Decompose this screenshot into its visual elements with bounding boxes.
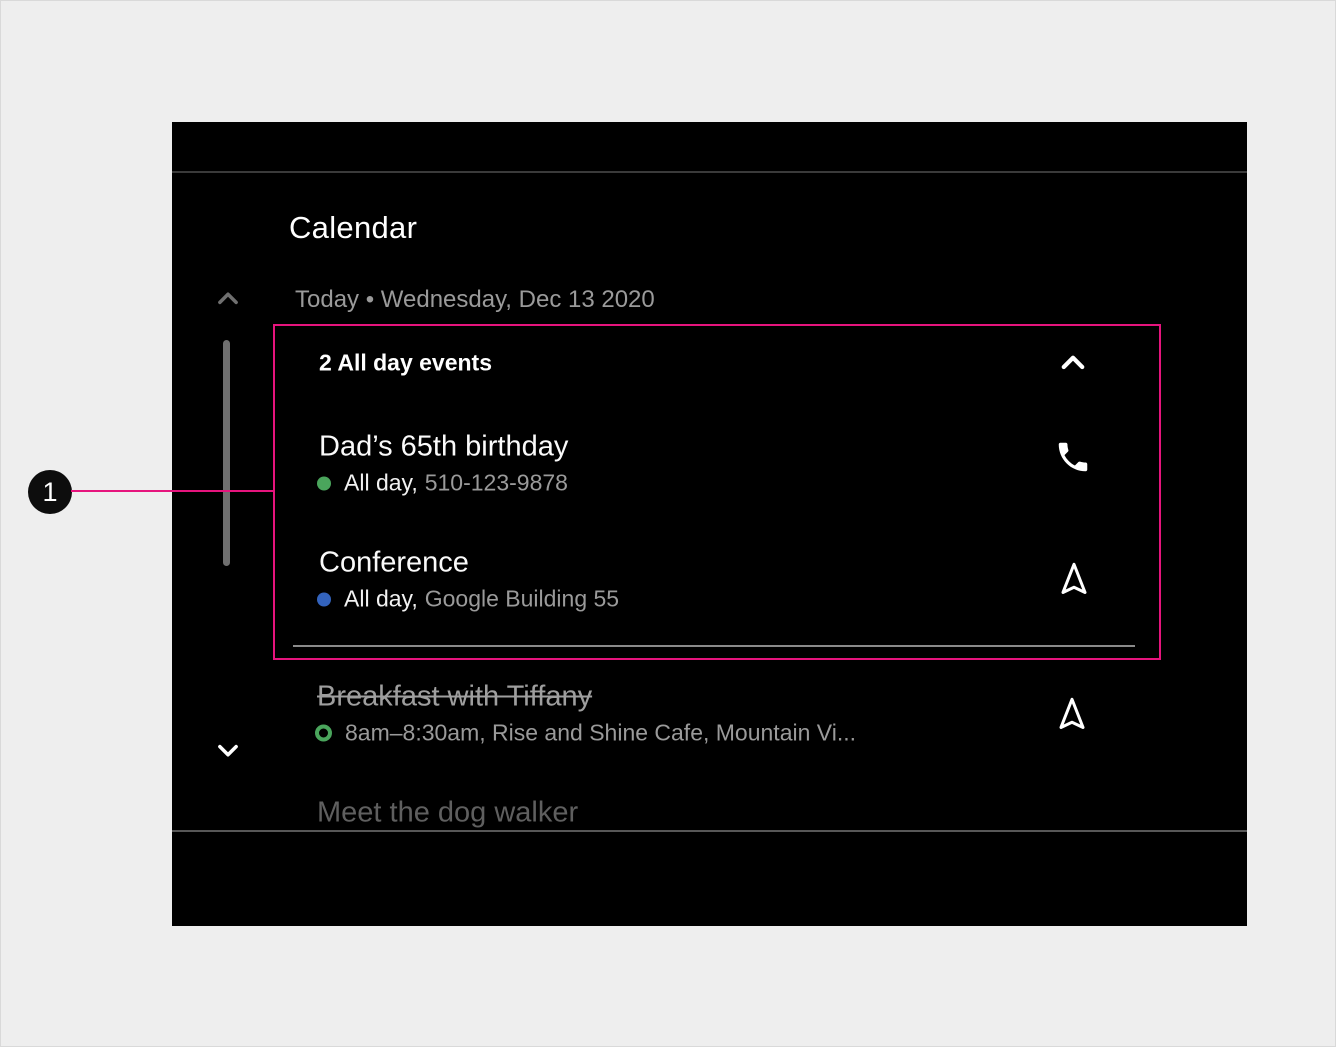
car-display-screen xyxy=(172,122,1247,926)
bottom-bar xyxy=(172,832,1247,926)
event-title-dimmed[interactable]: Meet the dog walker xyxy=(317,796,579,829)
event-detail-text: Google Building 55 xyxy=(424,585,620,612)
event-time-label: All day, xyxy=(344,469,418,496)
event-detail-text: 510-123-9878 xyxy=(424,469,568,496)
app-title: Calendar xyxy=(289,210,418,245)
event-detail-row xyxy=(315,720,856,747)
chevron-down-icon[interactable] xyxy=(213,736,243,766)
annotation-callout-1 xyxy=(28,470,72,514)
event-title-strikethrough[interactable]: Breakfast with Tiffany xyxy=(317,680,593,713)
chevron-up-icon[interactable] xyxy=(213,283,243,313)
event-detail-text: 8am–8:30am, Rise and Shine Cafe, Mountain Vi... xyxy=(345,719,856,746)
chevron-up-icon[interactable] xyxy=(1056,345,1090,379)
scrollbar[interactable] xyxy=(223,340,230,566)
event-title[interactable]: Conference xyxy=(319,546,469,579)
event-title[interactable]: Dad’s 65th birthday xyxy=(319,430,569,463)
event-time-label: All day, xyxy=(344,585,418,612)
event-color-dot xyxy=(317,592,331,606)
allday-section-header: 2 All day events xyxy=(319,349,493,376)
event-detail-row xyxy=(317,470,568,497)
annotation-connector-line xyxy=(71,490,274,492)
event-color-dot xyxy=(315,725,332,742)
phone-icon[interactable] xyxy=(1054,438,1092,476)
navigation-icon[interactable] xyxy=(1051,692,1093,736)
status-top-bar xyxy=(172,122,1247,173)
date-header: Today • Wednesday, Dec 13 2020 xyxy=(295,286,655,313)
navigation-icon[interactable] xyxy=(1053,557,1095,601)
event-detail-row xyxy=(317,586,619,613)
section-divider xyxy=(293,645,1135,647)
annotation-highlight-box xyxy=(273,324,1161,660)
event-color-dot xyxy=(317,476,331,490)
annotation-number: 1 xyxy=(42,476,58,507)
